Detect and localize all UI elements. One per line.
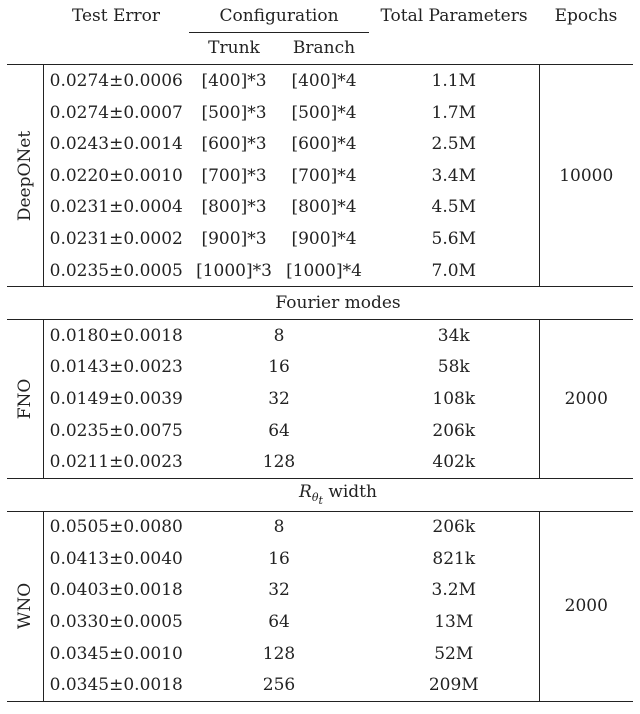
table-cell-config: 8 — [273, 517, 285, 538]
table-cell-trunk: [1000]*3 — [196, 260, 272, 281]
table-cell-branch: [700]*4 — [291, 165, 357, 186]
header-total-parameters: Total Parameters — [380, 6, 528, 26]
table-cell-params: 58k — [437, 357, 470, 378]
table-cell-error: 0.0274±0.0007 — [49, 102, 183, 123]
table-cell-error: 0.0345±0.0018 — [49, 675, 183, 696]
table-cell-error: 0.0413±0.0040 — [49, 548, 183, 569]
table-cell-params: 206k — [432, 517, 476, 538]
table-cell-params: 3.2M — [431, 580, 476, 601]
wno-epochs: 2000 — [539, 511, 633, 702]
table-cell-params: 209M — [428, 675, 479, 696]
wno-title-suffix: width — [328, 481, 377, 502]
header-trunk: Trunk — [208, 38, 260, 59]
table-cell-error: 0.0231±0.0004 — [49, 197, 183, 218]
wno-title-symbol: R — [299, 481, 312, 502]
table-cell-config: 16 — [268, 548, 290, 569]
table-cell-branch: [400]*4 — [291, 70, 357, 91]
table-cell-trunk: [400]*3 — [201, 70, 267, 91]
table-cell-error: 0.0274±0.0006 — [49, 70, 183, 91]
table-cell-params: 402k — [432, 452, 476, 473]
table-cell-params: 52M — [434, 643, 474, 664]
table-cell-error: 0.0235±0.0075 — [49, 420, 183, 441]
table-row — [7, 319, 633, 351]
wno-label: WNO — [14, 583, 35, 630]
table-cell-config: 64 — [268, 420, 290, 441]
table-cell-params: 3.4M — [431, 165, 476, 186]
table-cell-error: 0.0345±0.0010 — [49, 643, 183, 664]
table-cell-error: 0.0143±0.0023 — [49, 357, 183, 378]
header-configuration: Configuration — [189, 0, 369, 32]
header-test-error: Test Error — [71, 6, 161, 26]
table-cell-branch: [900]*4 — [291, 228, 357, 249]
table-cell-error: 0.0149±0.0039 — [49, 388, 183, 409]
fno-section — [7, 287, 633, 479]
fno-label: FNO — [14, 378, 35, 420]
table-cell-config: 32 — [268, 388, 290, 409]
group-label-deeponet — [7, 65, 43, 287]
header-corner — [7, 0, 43, 32]
table-cell-params: 108k — [432, 388, 476, 409]
table-cell-params: 13M — [434, 612, 474, 633]
table-cell-error: 0.0235±0.0005 — [49, 260, 183, 281]
table-cell-trunk: [500]*3 — [201, 102, 267, 123]
table-cell-error: 0.0211±0.0023 — [49, 452, 183, 473]
table-cell-config: 8 — [273, 325, 285, 346]
table-cell-branch: [600]*4 — [291, 134, 357, 155]
table-cell-params: 1.7M — [431, 102, 476, 123]
table-cell-config: 32 — [268, 580, 290, 601]
deeponet-label: DeepONet — [14, 130, 35, 221]
table-cell-error: 0.0231±0.0002 — [49, 228, 183, 249]
table-cell-params: 4.5M — [431, 197, 476, 218]
table-cell-config: 64 — [268, 612, 290, 633]
group-label-wno — [7, 511, 43, 702]
deeponet-epochs: 10000 — [539, 65, 633, 287]
table-cell-config: 128 — [262, 643, 296, 664]
table-cell-params: 5.6M — [431, 228, 476, 249]
table-cell-error: 0.0505±0.0080 — [49, 517, 183, 538]
table-cell-error: 0.0330±0.0005 — [49, 612, 183, 633]
deeponet-section — [7, 65, 633, 287]
fno-epochs: 2000 — [539, 319, 633, 478]
table-cell-params: 206k — [432, 420, 476, 441]
fno-section-title: Fourier modes — [43, 287, 633, 320]
wno-title-subsub: t — [318, 494, 323, 508]
table-cell-branch: [800]*4 — [291, 197, 357, 218]
table-cell-error: 0.0243±0.0014 — [49, 134, 183, 155]
wno-section — [7, 478, 633, 701]
table-cell-config: 16 — [268, 357, 290, 378]
table-cell-error: 0.0220±0.0010 — [49, 165, 183, 186]
header-epochs: Epochs — [554, 6, 618, 26]
table-cell-params: 7.0M — [431, 260, 476, 281]
table-cell-trunk: [900]*3 — [201, 228, 267, 249]
header-branch: Branch — [292, 38, 356, 59]
table-cell-error: 0.0403±0.0018 — [49, 580, 183, 601]
group-label-fno — [7, 319, 43, 478]
table-cell-trunk: [600]*3 — [201, 134, 267, 155]
table-row — [7, 511, 633, 543]
table-cell-params: 2.5M — [431, 134, 476, 155]
table-cell-config: 128 — [262, 452, 296, 473]
wno-section-title — [43, 478, 633, 511]
table-cell-branch: [500]*4 — [291, 102, 357, 123]
table-cell-error: 0.0180±0.0018 — [49, 325, 183, 346]
table-cell-params: 1.1M — [431, 70, 476, 91]
table-cell-params: 34k — [437, 325, 470, 346]
table-cell-trunk: [700]*3 — [201, 165, 267, 186]
table-cell-branch: [1000]*4 — [286, 260, 362, 281]
table-cell-config: 256 — [262, 675, 296, 696]
table-cell-params: 821k — [432, 548, 476, 569]
table-cell-trunk: [800]*3 — [201, 197, 267, 218]
wno-title-sub: θ — [311, 491, 319, 505]
results-table — [7, 0, 633, 702]
